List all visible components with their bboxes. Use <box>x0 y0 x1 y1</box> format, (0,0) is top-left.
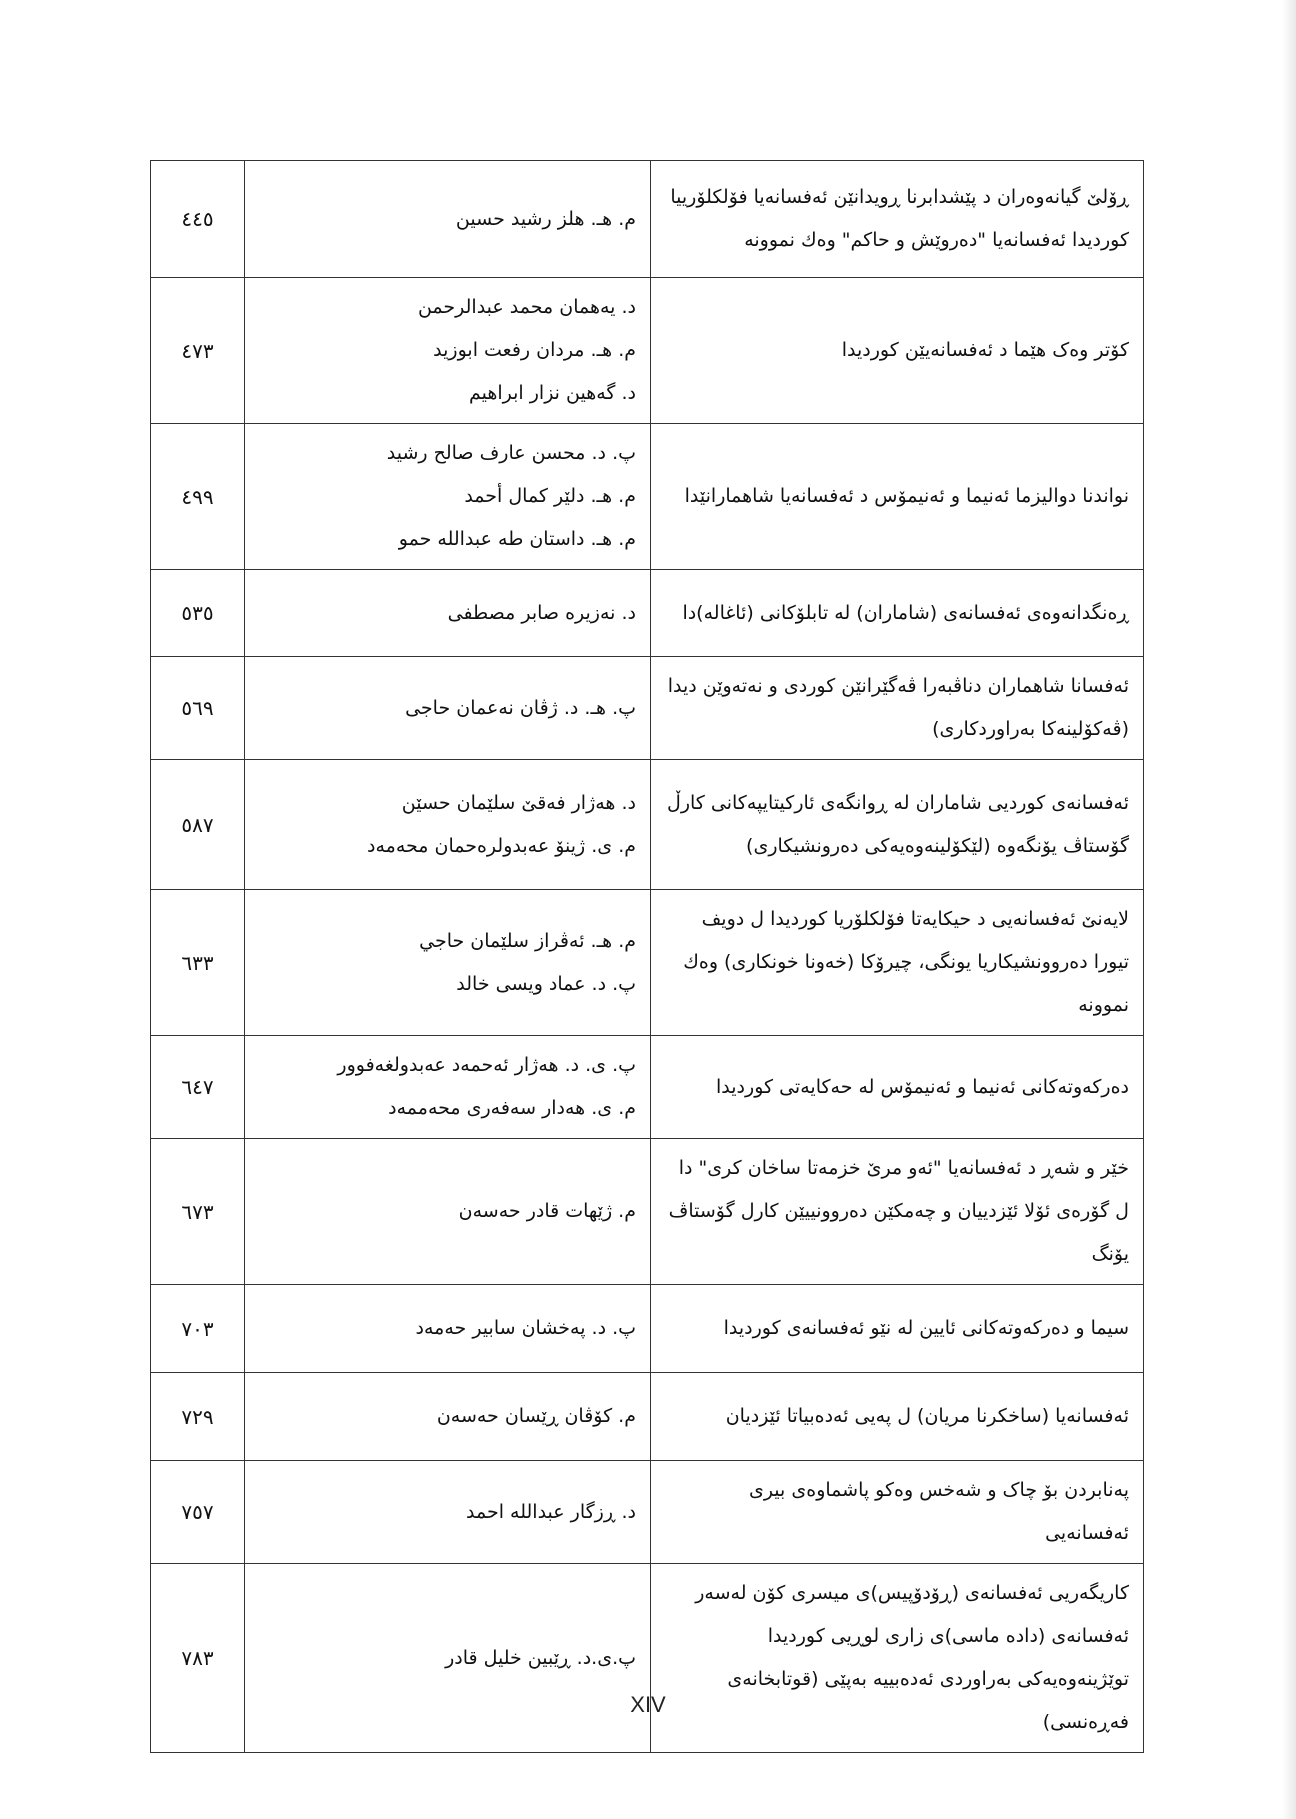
table-row <box>151 424 1144 570</box>
author-name: پ. د. پەخشان سابیر حەمەد <box>415 1317 636 1339</box>
author-name: م. ژێهات قادر حەسەن <box>458 1200 636 1222</box>
table-row <box>151 1036 1144 1139</box>
title-cell: ئەفسانەیا (ساخکرنا مریان) ل پەیی ئەدەبیاتا ئێزدیان <box>651 1373 1144 1461</box>
author-cell <box>245 890 651 1036</box>
author-name: د. یەهمان محمد عبدالرحمن <box>417 296 636 318</box>
author-cell <box>245 1461 651 1564</box>
page-number-cell: ٧٠٣ <box>151 1285 245 1373</box>
page-number-cell: ٥٦٩ <box>151 657 245 760</box>
page-number-cell: ٦٤٧ <box>151 1036 245 1139</box>
page-number-cell: ٤٤٥ <box>151 161 245 278</box>
page-number-cell: ٤٩٩ <box>151 424 245 570</box>
table-row <box>151 1373 1144 1461</box>
page-number-cell: ٦٧٣ <box>151 1139 245 1285</box>
table-row <box>151 1285 1144 1373</box>
author-name: م. کۆڤان ڕێسان حەسەن <box>436 1405 636 1427</box>
author-name: پ.ی.د. ڕێبین خلیل قادر <box>445 1646 636 1669</box>
table-row <box>151 890 1144 1036</box>
author-cell <box>245 1285 651 1373</box>
title-cell: کاریگەریی ئەفسانەی (ڕۆدۆپیس)ی میسری کۆن لەسەر ئەفسانەی (دادە ماسی)ی زاری لوڕیی کوردیدا توێژینەوەیەکی بەراوردی ئەدەبییە بەپێی (قوتابخانەی فەڕەنسی) <box>651 1564 1144 1753</box>
author-name: م. هـ. هلز رشيد حسين <box>455 207 636 230</box>
author-cell <box>245 1373 651 1461</box>
title-cell: لایەنێ ئەفسانەیی د حیکایەتا فۆلکلۆریا کوردیدا ل دویف تیورا دەروونشیکاریا یونگی، چیرۆکا (خەونا خونکاری) وەك نموونە <box>651 890 1144 1036</box>
author-cell <box>245 424 651 570</box>
table-of-contents <box>150 160 1144 1753</box>
author-name: م. هـ. ئەڤراز سلێمان حاجي <box>419 929 636 952</box>
table-row <box>151 161 1144 278</box>
author-name: م. ی. ژینۆ عەبدولرەحمان محەمەد <box>367 834 636 857</box>
author-cell <box>245 1036 651 1139</box>
author-name: د. ڕزگار عبدالله احمد <box>466 1500 636 1523</box>
author-cell <box>245 1564 651 1753</box>
author-name: پ. هـ. د. ژڤان نەعمان حاجی <box>405 696 636 719</box>
author-name: د. هەژار فەقێ سلێمان حسێن <box>401 791 636 814</box>
author-cell <box>245 760 651 890</box>
table-row <box>151 1139 1144 1285</box>
author-name: پ. د. محسن عارف صالح رشید <box>386 442 636 464</box>
page-number-cell: ٥٨٧ <box>151 760 245 890</box>
title-cell: ئەفسانەی کوردیی شاماران لە ڕوانگەی ئارکیتایپەکانی کارڵ گۆستاڤ یۆنگەوە (لێکۆلینەوەیەکی دەرونشیکاری) <box>651 760 1144 890</box>
table-row <box>151 657 1144 760</box>
title-cell: سیما و دەرکەوتەکانی ئایین لە نێو ئەفسانەی کوردیدا <box>651 1285 1144 1373</box>
author-cell <box>245 1139 651 1285</box>
author-cell <box>245 161 651 278</box>
table-row <box>151 1564 1144 1753</box>
author-name: پ. ی. د. هەژار ئەحمەد عەبدولغەفوور <box>337 1054 636 1076</box>
page-number-cell: ٧٨٣ <box>151 1564 245 1753</box>
author-cell <box>245 278 651 424</box>
page-number-cell: ٤٧٣ <box>151 278 245 424</box>
title-cell: ئەفسانا شاهماران دناڤبەرا ڤەگێرانێن کوردی و نەتەوێن دیدا (ڤەکۆلینەکا بەراوردکاری) <box>651 657 1144 760</box>
page-number-cell: ٦٣٣ <box>151 890 245 1036</box>
table-row <box>151 278 1144 424</box>
author-name: پ. د. عماد ویسی خالد <box>456 972 636 995</box>
title-cell: ڕۆلێ گیانەوەران د پێشدابرنا ڕویدانێن ئەفسانەیا فۆلکلۆرییا کوردیدا ئەفسانەیا "دەروێش و حاکم" وەك نموونە <box>651 161 1144 278</box>
page-number-cell: ٧٢٩ <box>151 1373 245 1461</box>
title-cell: خێر و شەڕ د ئەفسانەیا "ئەو مرێ خزمەتا ساخان کری" دا ل گۆرەی ئۆلا ئێزدییان و چەمکێن دەروونییێن کارل گۆستاڤ یۆنگ <box>651 1139 1144 1285</box>
author-name: م. هـ. دلێر کمال أحمد <box>464 485 636 507</box>
toc-body <box>151 161 1144 1753</box>
table-row <box>151 760 1144 890</box>
author-cell <box>245 570 651 657</box>
page-number-cell: ٧٥٧ <box>151 1461 245 1564</box>
page-edge-shadow <box>1282 0 1296 1819</box>
page-number-cell: ٥٣٥ <box>151 570 245 657</box>
title-cell: کۆتر وەک هێما د ئەفسانەیێن کوردیدا <box>651 278 1144 424</box>
author-cell <box>245 657 651 760</box>
author-name: م. ی. هەدار سەفەری محەممەد <box>388 1097 636 1119</box>
author-name: م. هـ. مردان رفعت ابوزید <box>433 339 636 361</box>
footer-page-number: XIV <box>630 1692 666 1717</box>
title-cell: پەنابردن بۆ چاک و شەخس وەکو پاشماوەی بیری ئەفسانەیی <box>651 1461 1144 1564</box>
table-row <box>151 570 1144 657</box>
author-name: د. نەزیرە صابر مصطفی <box>447 601 636 624</box>
title-cell: دەرکەوتەکانی ئەنیما و ئەنیمۆس لە حەکایەتی کوردیدا <box>651 1036 1144 1139</box>
table-row <box>151 1461 1144 1564</box>
author-name: م. هـ. داستان طه عبدالله حمو <box>398 528 636 550</box>
title-cell: ڕەنگدانەوەی ئەفسانەی (شاماران) لە تابلۆکانی (ئاغالە)دا <box>651 570 1144 657</box>
author-name: د. گەهین نزار ابراهیم <box>468 382 636 404</box>
title-cell: نواندنا دوالیزما ئەنیما و ئەنیمۆس د ئەفسانەیا شاهمارانێدا <box>651 424 1144 570</box>
